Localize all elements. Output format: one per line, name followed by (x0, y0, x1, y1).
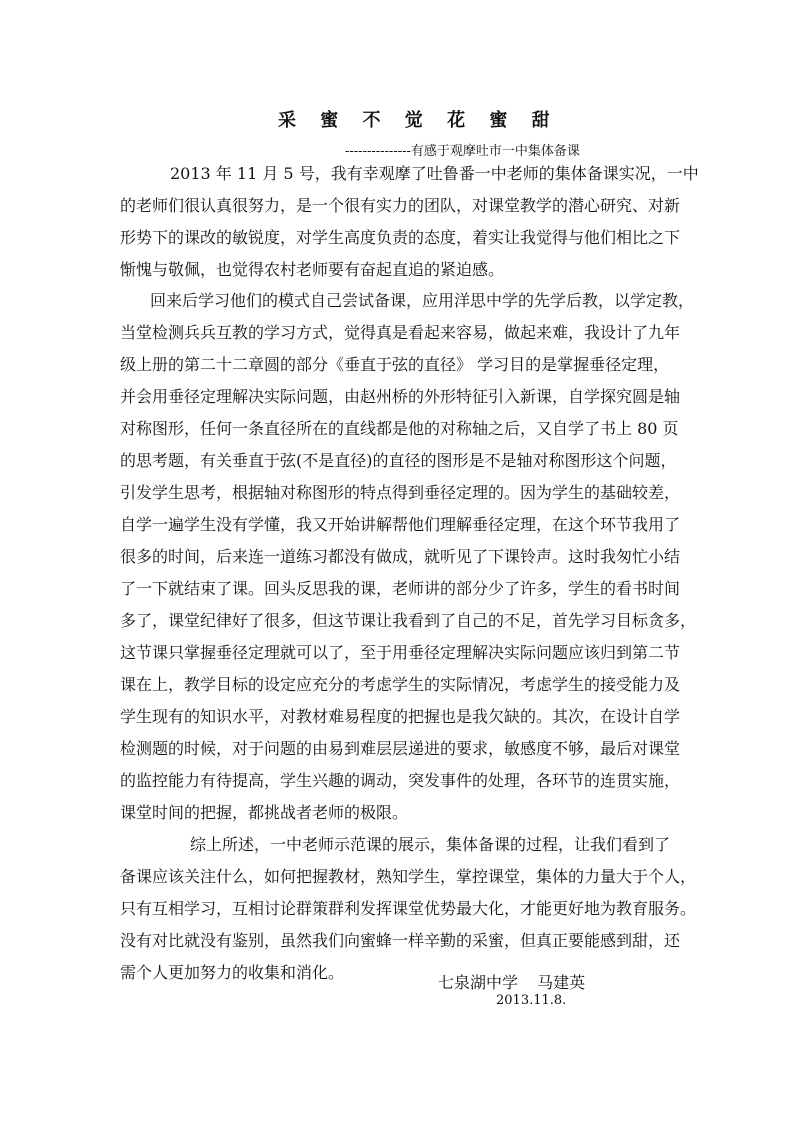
document-subtitle: ---------------有感于观摩吐市一中集体备课 (345, 144, 580, 159)
body-line: 没有对比就没有鉴别，虽然我们向蜜蜂一样辛勤的采蜜，但真正要能感到甜，还 (120, 931, 681, 950)
body-line: 了一下就结束了课。回头反思我的课，老师讲的部分少了许多，学生的看书时间 (120, 579, 681, 598)
body-line: 引发学生思考，根据轴对称图形的特点得到垂径定理的。因为学生的基础较差， (120, 483, 681, 502)
body-line: 的思考题，有关垂直于弦(不是直径)的直径的图形是不是轴对称图形这个问题， (120, 451, 677, 470)
body-line: 并会用垂径定理解决实际问题，由赵州桥的外形特征引入新课，自学探究圆是轴 (120, 387, 681, 406)
body-line: 2013 年 11 月 5 号，我有幸观摩了吐鲁番一中老师的集体备课实况，一中 (170, 164, 699, 183)
body-line: 备课应该关注什么，如何把握教材，熟知学生，掌控课堂，集体的力量大于个人， (120, 867, 697, 886)
body-line: 自学一遍学生没有学懂，我又开始讲解帮他们理解垂径定理，在这个环节我用了 (120, 515, 681, 534)
body-line: 多了，课堂纪律好了很多，但这节课让我看到了自己的不足，首先学习目标贪多， (120, 611, 697, 630)
body-line: 的监控能力有待提高，学生兴趣的调动，突发事件的处理，各环节的连贯实施， (120, 771, 681, 790)
body-line: 只有互相学习，互相讨论群策群利发挥课堂优势最大化，才能更好地为教育服务。 (120, 899, 697, 918)
body-line: 综上所述，一中老师示范课的展示，集体备课的过程，让我们看到了 (190, 835, 671, 854)
body-line: 惭愧与敬佩，也觉得农村老师要有奋起直追的紧迫感。 (120, 260, 505, 279)
author-signature: 七泉湖中学 马建英 (438, 973, 586, 992)
document-title: 采 蜜 不 觉 花 蜜 甜 (278, 110, 559, 131)
document-date: 2013.11.8. (496, 993, 567, 1008)
body-line: 当堂检测兵兵互教的学习方式，觉得真是看起来容易，做起来难，我设计了九年 (120, 323, 681, 342)
body-line: 级上册的第二十二章圆的部分《垂直于弦的直径》 学习目的是掌握垂径定理， (120, 355, 670, 374)
body-line: 的老师们很认真很努力，是一个很有实力的团队，对课堂教学的潜心研究、对新 (120, 196, 681, 215)
body-line: 检测题的时候，对于问题的由易到难层层递进的要求，敏感度不够，最后对课堂 (120, 739, 681, 758)
body-line: 需个人更加努力的收集和消化。 (120, 963, 345, 982)
body-line: 回来后学习他们的模式自己尝试备课，应用洋思中学的先学后教，以学定教， (150, 291, 695, 310)
body-line: 学生现有的知识水平，对教材难易程度的把握也是我欠缺的。其次，在设计自学 (120, 707, 681, 726)
body-line: 对称图形，任何一条直径所在的直线都是他的对称轴之后，又自学了书上 80 页 (120, 419, 679, 438)
body-line: 课堂时间的把握，都挑战者老师的极限。 (120, 803, 409, 822)
body-line: 形势下的课改的敏锐度，对学生高度负责的态度，着实让我觉得与他们相比之下 (120, 228, 681, 247)
body-line: 这节课只掌握垂径定理就可以了，至于用垂径定理解决实际问题应该归到第二节 (120, 643, 681, 662)
body-line: 课在上，教学目标的设定应充分的考虑学生的实际情况，考虑学生的接受能力及 (120, 675, 681, 694)
body-line: 很多的时间，后来连一道练习都没有做成，就听见了下课铃声。这时我匆忙小结 (120, 547, 681, 566)
